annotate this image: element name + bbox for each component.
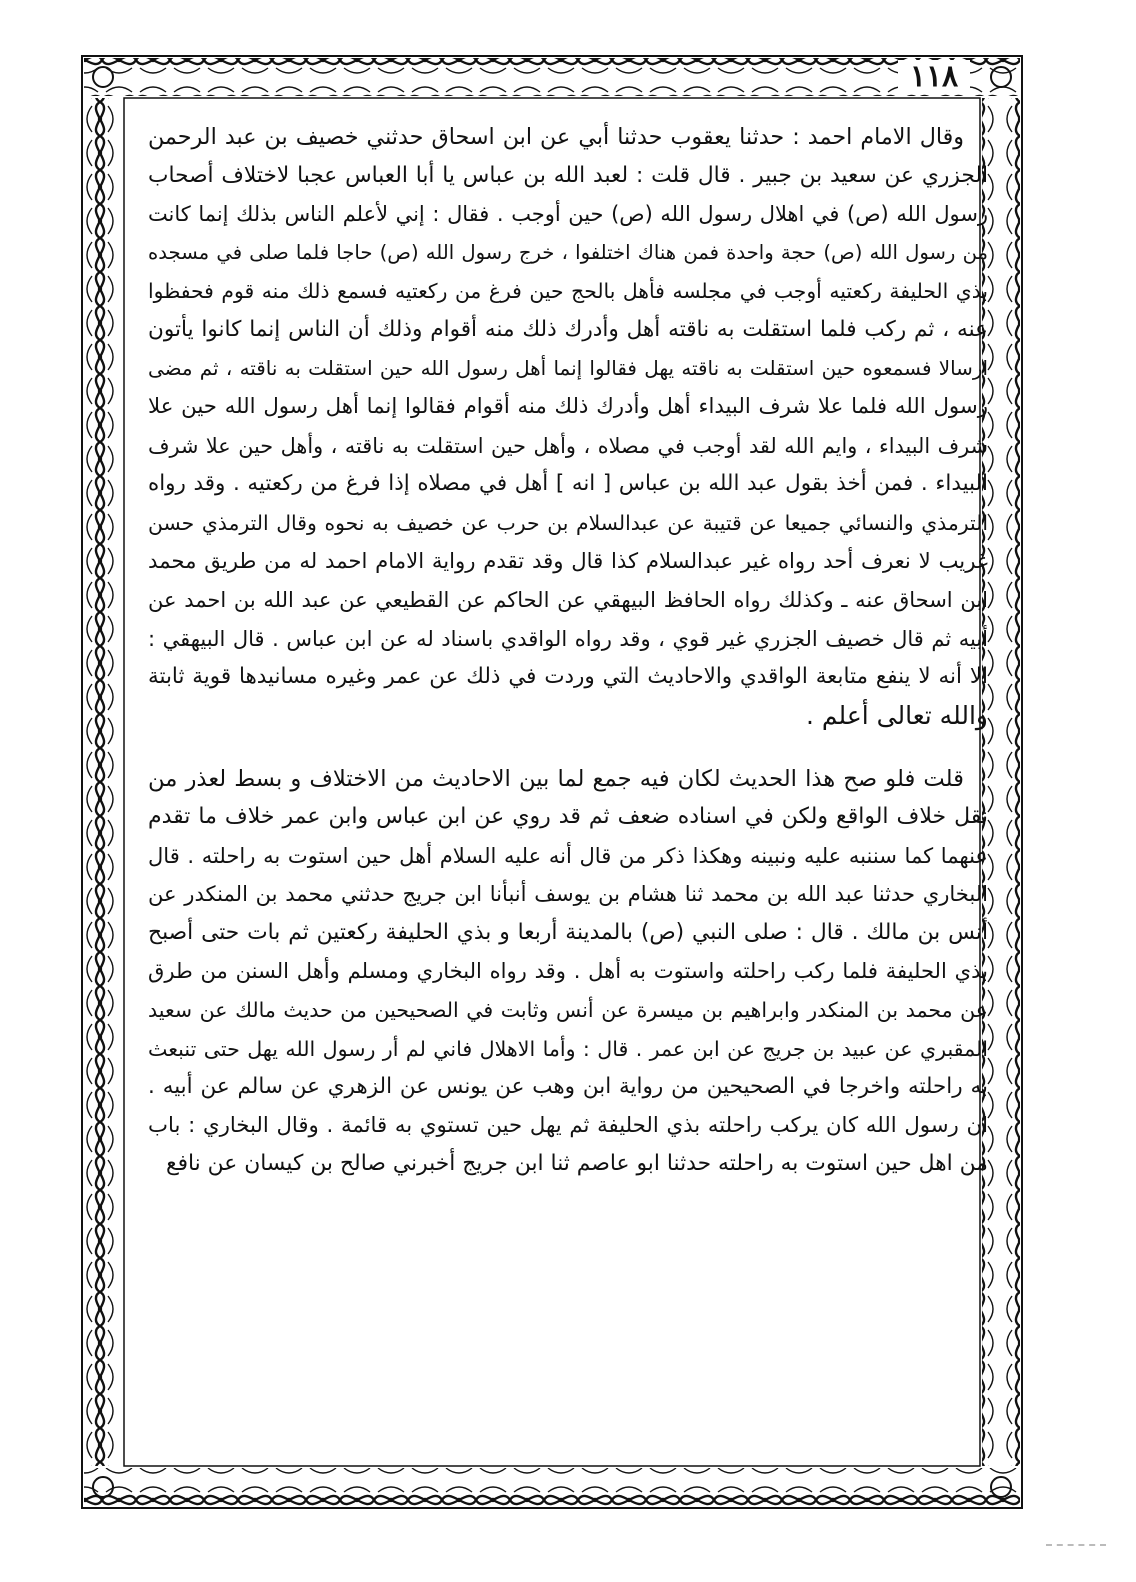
text-line: البخاري حدثنا عبد الله بن محمد ثنا هشام بن يوسف أنبأنا ابن جريج حدثني محمد بن المنكدر عن bbox=[148, 881, 988, 907]
text-line: عنهما كما سننبه عليه ونبينه وهكذا ذكر من قال أنه عليه السلام أهل حين استوت به راحلته . قال bbox=[148, 842, 988, 868]
text-line: وقال الامام احمد : حدثنا يعقوب حدثنا أبي عن ابن اسحاق حدثني خصيف بن عبد الرحمن bbox=[148, 124, 964, 150]
paragraph-1 bbox=[148, 118, 988, 736]
text-line: والله تعالى أعلم . bbox=[806, 700, 988, 730]
text-line: غريب لا نعرف أحد رواه غير عبدالسلام كذا قال وقد تقدم رواية الامام احمد له من طريق محمد bbox=[148, 548, 988, 574]
text-line: عنه ، ثم ركب فلما استقلت به ناقته أهل وأدرك ذلك منه أقوام وذلك أن الناس إنما كانوا يأتون bbox=[148, 316, 988, 342]
text-line: رسول الله فلما علا شرف البيداء أهل وأدرك ذلك منه أقوام فقالوا إنما أهل رسول الله حين علا bbox=[148, 394, 988, 420]
text-line: المقبري عن عبيد بن جريج عن ابن عمر . قال : وأما الاهلال فاني لم أر رسول الله يهل حتى تنبعث bbox=[148, 1036, 988, 1061]
text-line: أبيه ثم قال خصيف الجزري غير قوي ، وقد رواه الواقدي باسناد له عن ابن عباس . قال البيهقي : bbox=[148, 626, 988, 651]
text-line: عن محمد بن المنكدر وابراهيم بن ميسرة عن أنس وثابت في الصحيحين من حديث مالك عن سعيد bbox=[148, 998, 988, 1023]
text-line: الجزري عن سعيد بن جبير . قال قلت : لعبد الله بن عباس يا أبا العباس عجبا لاختلاف أصحاب bbox=[148, 162, 988, 188]
text-line: قلت فلو صح هذا الحديث لكان فيه جمع لما بين الاحاديث من الاختلاف و بسط لعذر من bbox=[148, 765, 964, 792]
text-line: به راحلته واخرجا في الصحيحين من رواية ابن وهب عن يونس عن الزهري عن سالم عن أبيه . bbox=[148, 1074, 988, 1100]
scan-mark bbox=[1046, 1544, 1106, 1548]
text-line: الا أنه لا ينفع متابعة الواقدي والاحاديث التي وردت في ذلك عن عمر وغيره مسانيدها قوية ثابتة bbox=[148, 664, 988, 690]
paragraph-2 bbox=[148, 760, 988, 1185]
text-line: رسول الله (ص) في اهلال رسول الله (ص) حين أوجب . فقال : إني لأعلم الناس بذلك إنما كانت bbox=[148, 202, 988, 227]
text-line: بذي الحليفة فلما ركب راحلته واستوت به أهل . وقد رواه البخاري ومسلم وأهل السنن من طرق bbox=[148, 958, 988, 984]
text-line: ابن اسحاق عنه ـ وكذلك رواه الحافظ البيهقي عن الحاكم عن القطيعي عن عبد الله بن احمد عن bbox=[148, 588, 988, 613]
text-line: من رسول الله (ص) حجة واحدة فمن هناك اختلفوا ، خرج رسول الله (ص) حاجا فلما صلى في مسجده bbox=[148, 240, 988, 264]
text-line: الترمذي والنسائي جميعا عن قتيبة عن عبدالسلام بن حرب عن خصيف به نحوه وقال الترمذي حسن bbox=[148, 510, 988, 535]
text-line: البيداء . فمن أخذ بقول عبد الله بن عباس [ انه ] أهل في مصلاه إذا فرغ من ركعتيه . وقد رواه bbox=[148, 471, 988, 497]
page-number: ١١٨ bbox=[898, 60, 970, 94]
text-line: ارسالا فسمعوه حين استقلت به ناقته يهل فقالوا إنما أهل رسول الله حين استقلت به ناقته ، ثم مضى bbox=[148, 356, 988, 380]
text-line: ان رسول الله كان يركب راحلته بذي الحليفة ثم يهل حين تستوي به قائمة . وقال البخاري : باب bbox=[148, 1112, 988, 1138]
text-line: بذي الحليفة ركعتيه أوجب في مجلسه فأهل بالحج حين فرغ من ركعتيه فسمع ذلك منه قوم فحفظوا bbox=[148, 279, 988, 304]
text-line: من اهل حين استوت به راحلته حدثنا ابو عاصم ثنا ابن جريج أخبرني صالح بن كيسان عن نافع bbox=[165, 1151, 988, 1177]
text-line: شرف البيداء ، وايم الله لقد أوجب في مصلاه ، وأهل حين استقلت به ناقته ، وأهل حين علا شرف bbox=[148, 433, 988, 458]
text-line: أنس بن مالك . قال : صلى النبي (ص) بالمدينة أربعا و بذي الحليفة ركعتين ثم بات حتى أصبح bbox=[148, 919, 988, 945]
main-text bbox=[148, 118, 988, 1436]
paragraph-gap bbox=[148, 736, 988, 760]
text-line: نقل خلاف الواقع ولكن في اسناده ضعف ثم قد روي عن ابن عباس وابن عمر خلاف ما تقدم bbox=[148, 804, 988, 830]
